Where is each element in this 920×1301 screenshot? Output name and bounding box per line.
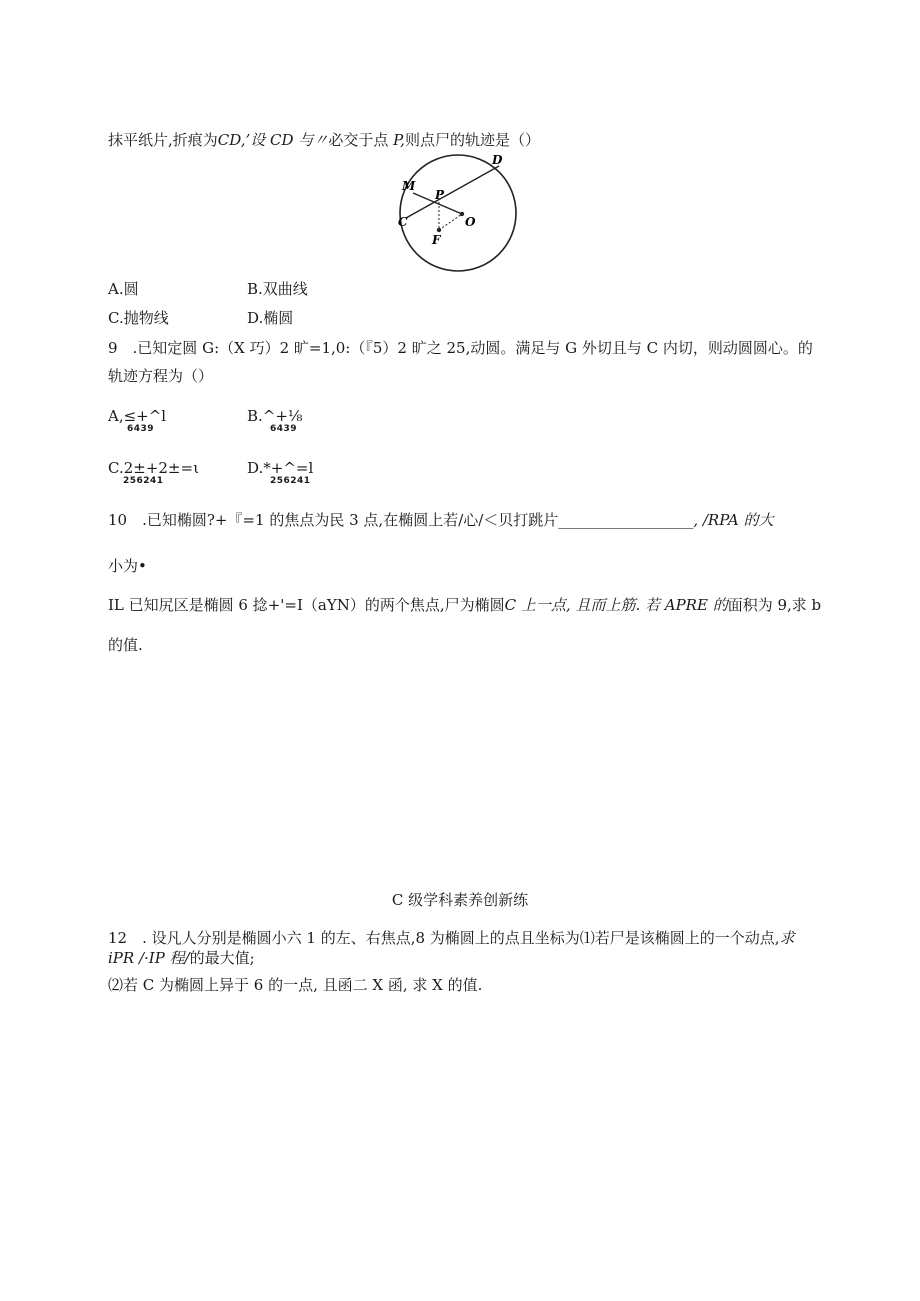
q8-option-c[interactable]: C.抛物线 [108, 309, 169, 327]
q9-option-b[interactable]: B.^+⅛ [247, 407, 303, 425]
figure-point-o [460, 212, 464, 216]
q12-stem-line2: iPR /·IP 程/的最大值; [108, 949, 255, 967]
q9-stem-line1: 9 .已知定圆 G:（X 巧）2 旷=1,0:（『5）2 旷之 25,动圆。满足与 G 外切且与 C 内切，则动圆圆心。的 [108, 339, 813, 357]
q9-option-d-denominators: 256241 [270, 476, 311, 486]
q9-option-a-denominators: 6439 [127, 424, 155, 434]
q11-stem: IL 已知尻区是椭圆 6 捻+'=I（aYN）的两个焦点,尸为椭圆C 上一点, 且而上筋. 若 APRE 的面积为 9,求 b [108, 596, 822, 614]
q9-option-a[interactable]: A,≤+^l [108, 407, 167, 425]
q9-option-b-denominators: 6439 [270, 424, 298, 434]
q12-stem-line3: ⑵若 C 为椭圆上异于 6 的一点, 且函二 X 函, 求 X 的值. [108, 976, 483, 994]
q9-stem-line2: 轨迹方程为（） [108, 367, 214, 385]
figure-label-p: P [435, 188, 445, 202]
q10-stem: 10 .已知椭圆?+『=1 的焦点为民 3 点,在椭圆上若/心/＜贝打跳片__________________, /RPA 的大 [108, 511, 774, 529]
q11-stem-line2: 的值. [108, 636, 143, 654]
figure-label-f: F [432, 233, 441, 247]
figure-label-m: M [402, 179, 416, 193]
section-title: C 级学科素养创新练 [391, 891, 529, 909]
q9-option-c[interactable]: C.2±+2±=ι [108, 459, 199, 477]
q8-stem: 抹平纸片,折痕为CD,’设 CD 与〃必交于点 P,则点尸的轨迹是（） [108, 131, 540, 149]
figure-label-c: C [398, 215, 408, 229]
figure-label-o: O [465, 215, 476, 229]
q10-answer-blank[interactable]: __________________ [558, 511, 694, 529]
q8-option-a[interactable]: A.圆 [108, 280, 139, 298]
figure-dashed-fo [439, 214, 462, 230]
circle-fold-figure [396, 152, 522, 274]
q8-option-b[interactable]: B.双曲线 [247, 280, 308, 298]
figure-point-f [437, 228, 441, 232]
q8-option-d[interactable]: D.椭圆 [247, 309, 294, 327]
q9-option-c-denominators: 256241 [123, 476, 164, 486]
q9-option-d[interactable]: D.*+^=l [247, 459, 314, 477]
q10-stem-line2: 小为• [108, 557, 147, 575]
q12-stem-line1: 12 . 设凡人分别是椭圆小六 1 的左、右焦点,8 为椭圆上的点且坐标为⑴若尸是该椭圆上的一个动点,求 [108, 929, 795, 947]
figure-label-d: D [492, 153, 503, 167]
